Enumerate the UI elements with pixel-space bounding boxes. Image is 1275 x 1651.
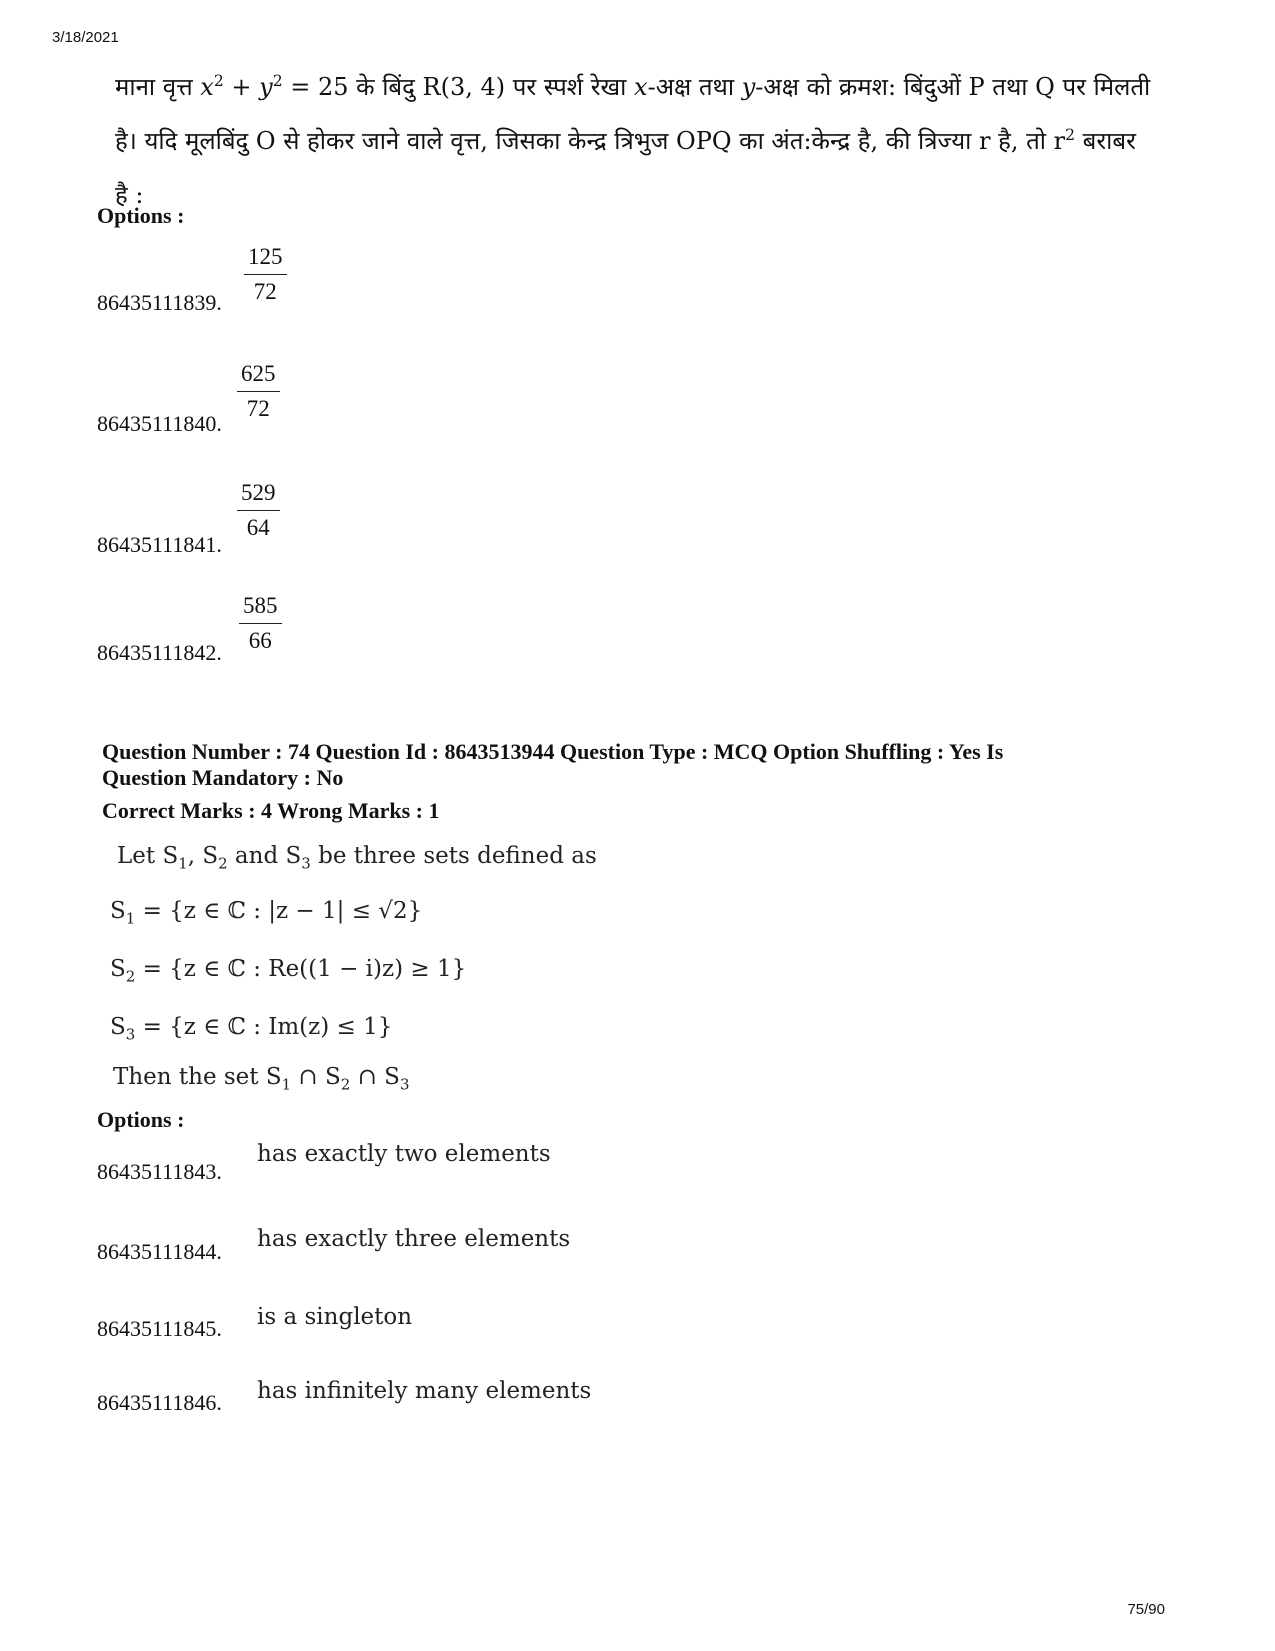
options-label: Options : bbox=[97, 1107, 185, 1132]
question-74-meta-line-1: Question Number : 74 Question Id : 8643513944 Question Type : MCQ Option Shuffling : Yes Is bbox=[102, 739, 1004, 764]
question-73-line-1 bbox=[115, 60, 1185, 114]
option-fraction bbox=[244, 240, 287, 309]
subscript: 1 bbox=[281, 1075, 292, 1094]
option-text: has infinitely many elements bbox=[257, 1378, 592, 1404]
text-segment: माना वृत्त bbox=[115, 73, 201, 101]
print-date: 3/18/2021 bbox=[52, 29, 119, 46]
text-segment: Let S bbox=[117, 843, 179, 869]
question-73-line-2 bbox=[115, 114, 1185, 168]
math-var-x: x bbox=[200, 73, 214, 101]
option-id: 86435111845. bbox=[97, 1316, 222, 1341]
question-73-line-3: है : bbox=[115, 181, 144, 209]
option-text: has exactly three elements bbox=[257, 1226, 571, 1252]
text-segment: S bbox=[110, 1014, 126, 1040]
subscript: 1 bbox=[125, 909, 136, 928]
fraction-denominator: 66 bbox=[248, 628, 272, 653]
text-segment: Then the set S bbox=[113, 1064, 282, 1090]
options-label: Options : bbox=[97, 203, 185, 228]
text-segment: S bbox=[110, 898, 126, 924]
option-id: 86435111846. bbox=[97, 1390, 222, 1415]
text-segment: -अक्ष तथा bbox=[647, 73, 742, 101]
fraction-numerator: 625 bbox=[237, 357, 280, 392]
set-s1-definition bbox=[110, 898, 423, 928]
text-segment: ∩ S bbox=[291, 1064, 341, 1090]
option-id: 86435111844. bbox=[97, 1239, 222, 1264]
subscript: 2 bbox=[340, 1075, 351, 1094]
subscript: 3 bbox=[399, 1075, 410, 1094]
option-fraction bbox=[239, 589, 282, 658]
set-s3-definition bbox=[110, 1014, 393, 1044]
text-segment: = {z ∈ ℂ : Re((1 − i)z) ≥ 1} bbox=[135, 956, 467, 982]
question-74-prompt bbox=[113, 1064, 410, 1094]
option-id: 86435111841. bbox=[97, 532, 222, 557]
text-segment: = {z ∈ ℂ : Im(z) ≤ 1} bbox=[135, 1014, 393, 1040]
fraction-numerator: 125 bbox=[244, 240, 287, 275]
text-segment: S bbox=[110, 956, 126, 982]
option-fraction bbox=[237, 476, 280, 545]
math-var-y: y bbox=[259, 73, 273, 101]
subscript: 3 bbox=[301, 854, 311, 873]
page-number: 75/90 bbox=[1127, 1601, 1165, 1618]
text-segment: = 25 के बिंदु R(3, 4) पर स्पर्श रेखा bbox=[282, 73, 635, 101]
text-segment: बराबर bbox=[1075, 127, 1136, 155]
exponent: 2 bbox=[213, 72, 224, 90]
text-segment: and S bbox=[227, 843, 302, 869]
text-segment: है। यदि मूलबिंदु O से होकर जाने वाले वृत्त, जिसका केन्द्र त्रिभुज OPQ का अंत:केन्द्र है, की त्रिज्या r है, तो r bbox=[115, 127, 1066, 155]
text-segment: = {z ∈ ℂ : |z − 1| ≤ √2} bbox=[135, 898, 423, 924]
text-segment: -अक्ष को क्रमश: बिंदुओं P तथा Q पर मिलती bbox=[755, 73, 1151, 101]
question-74-meta-line-2: Question Mandatory : No bbox=[102, 765, 344, 790]
subscript: 1 bbox=[178, 854, 188, 873]
subscript: 3 bbox=[125, 1025, 136, 1044]
exponent: 2 bbox=[1065, 126, 1076, 144]
subscript: 2 bbox=[218, 854, 228, 873]
option-id: 86435111840. bbox=[97, 411, 222, 436]
set-s2-definition bbox=[110, 956, 467, 986]
question-74-intro bbox=[117, 843, 597, 873]
math-var-x: x bbox=[634, 73, 648, 101]
option-text: has exactly two elements bbox=[257, 1141, 551, 1167]
option-fraction bbox=[237, 357, 280, 426]
text-segment: be three sets defined as bbox=[310, 843, 597, 869]
text-segment: ∩ S bbox=[350, 1064, 400, 1090]
option-id: 86435111839. bbox=[97, 290, 222, 315]
option-id: 86435111843. bbox=[97, 1159, 222, 1184]
question-74-marks: Correct Marks : 4 Wrong Marks : 1 bbox=[102, 798, 440, 823]
question-73-text bbox=[115, 60, 1185, 222]
exponent: 2 bbox=[272, 72, 283, 90]
fraction-numerator: 529 bbox=[237, 476, 280, 511]
fraction-numerator: 585 bbox=[239, 589, 282, 624]
text-segment: , S bbox=[187, 843, 219, 869]
fraction-denominator: 64 bbox=[246, 515, 270, 540]
plus-sign: + bbox=[223, 73, 260, 101]
subscript: 2 bbox=[125, 967, 136, 986]
math-var-y: y bbox=[741, 73, 756, 101]
fraction-denominator: 72 bbox=[253, 279, 277, 304]
option-id: 86435111842. bbox=[97, 640, 222, 665]
option-text: is a singleton bbox=[257, 1304, 413, 1330]
fraction-denominator: 72 bbox=[246, 396, 270, 421]
